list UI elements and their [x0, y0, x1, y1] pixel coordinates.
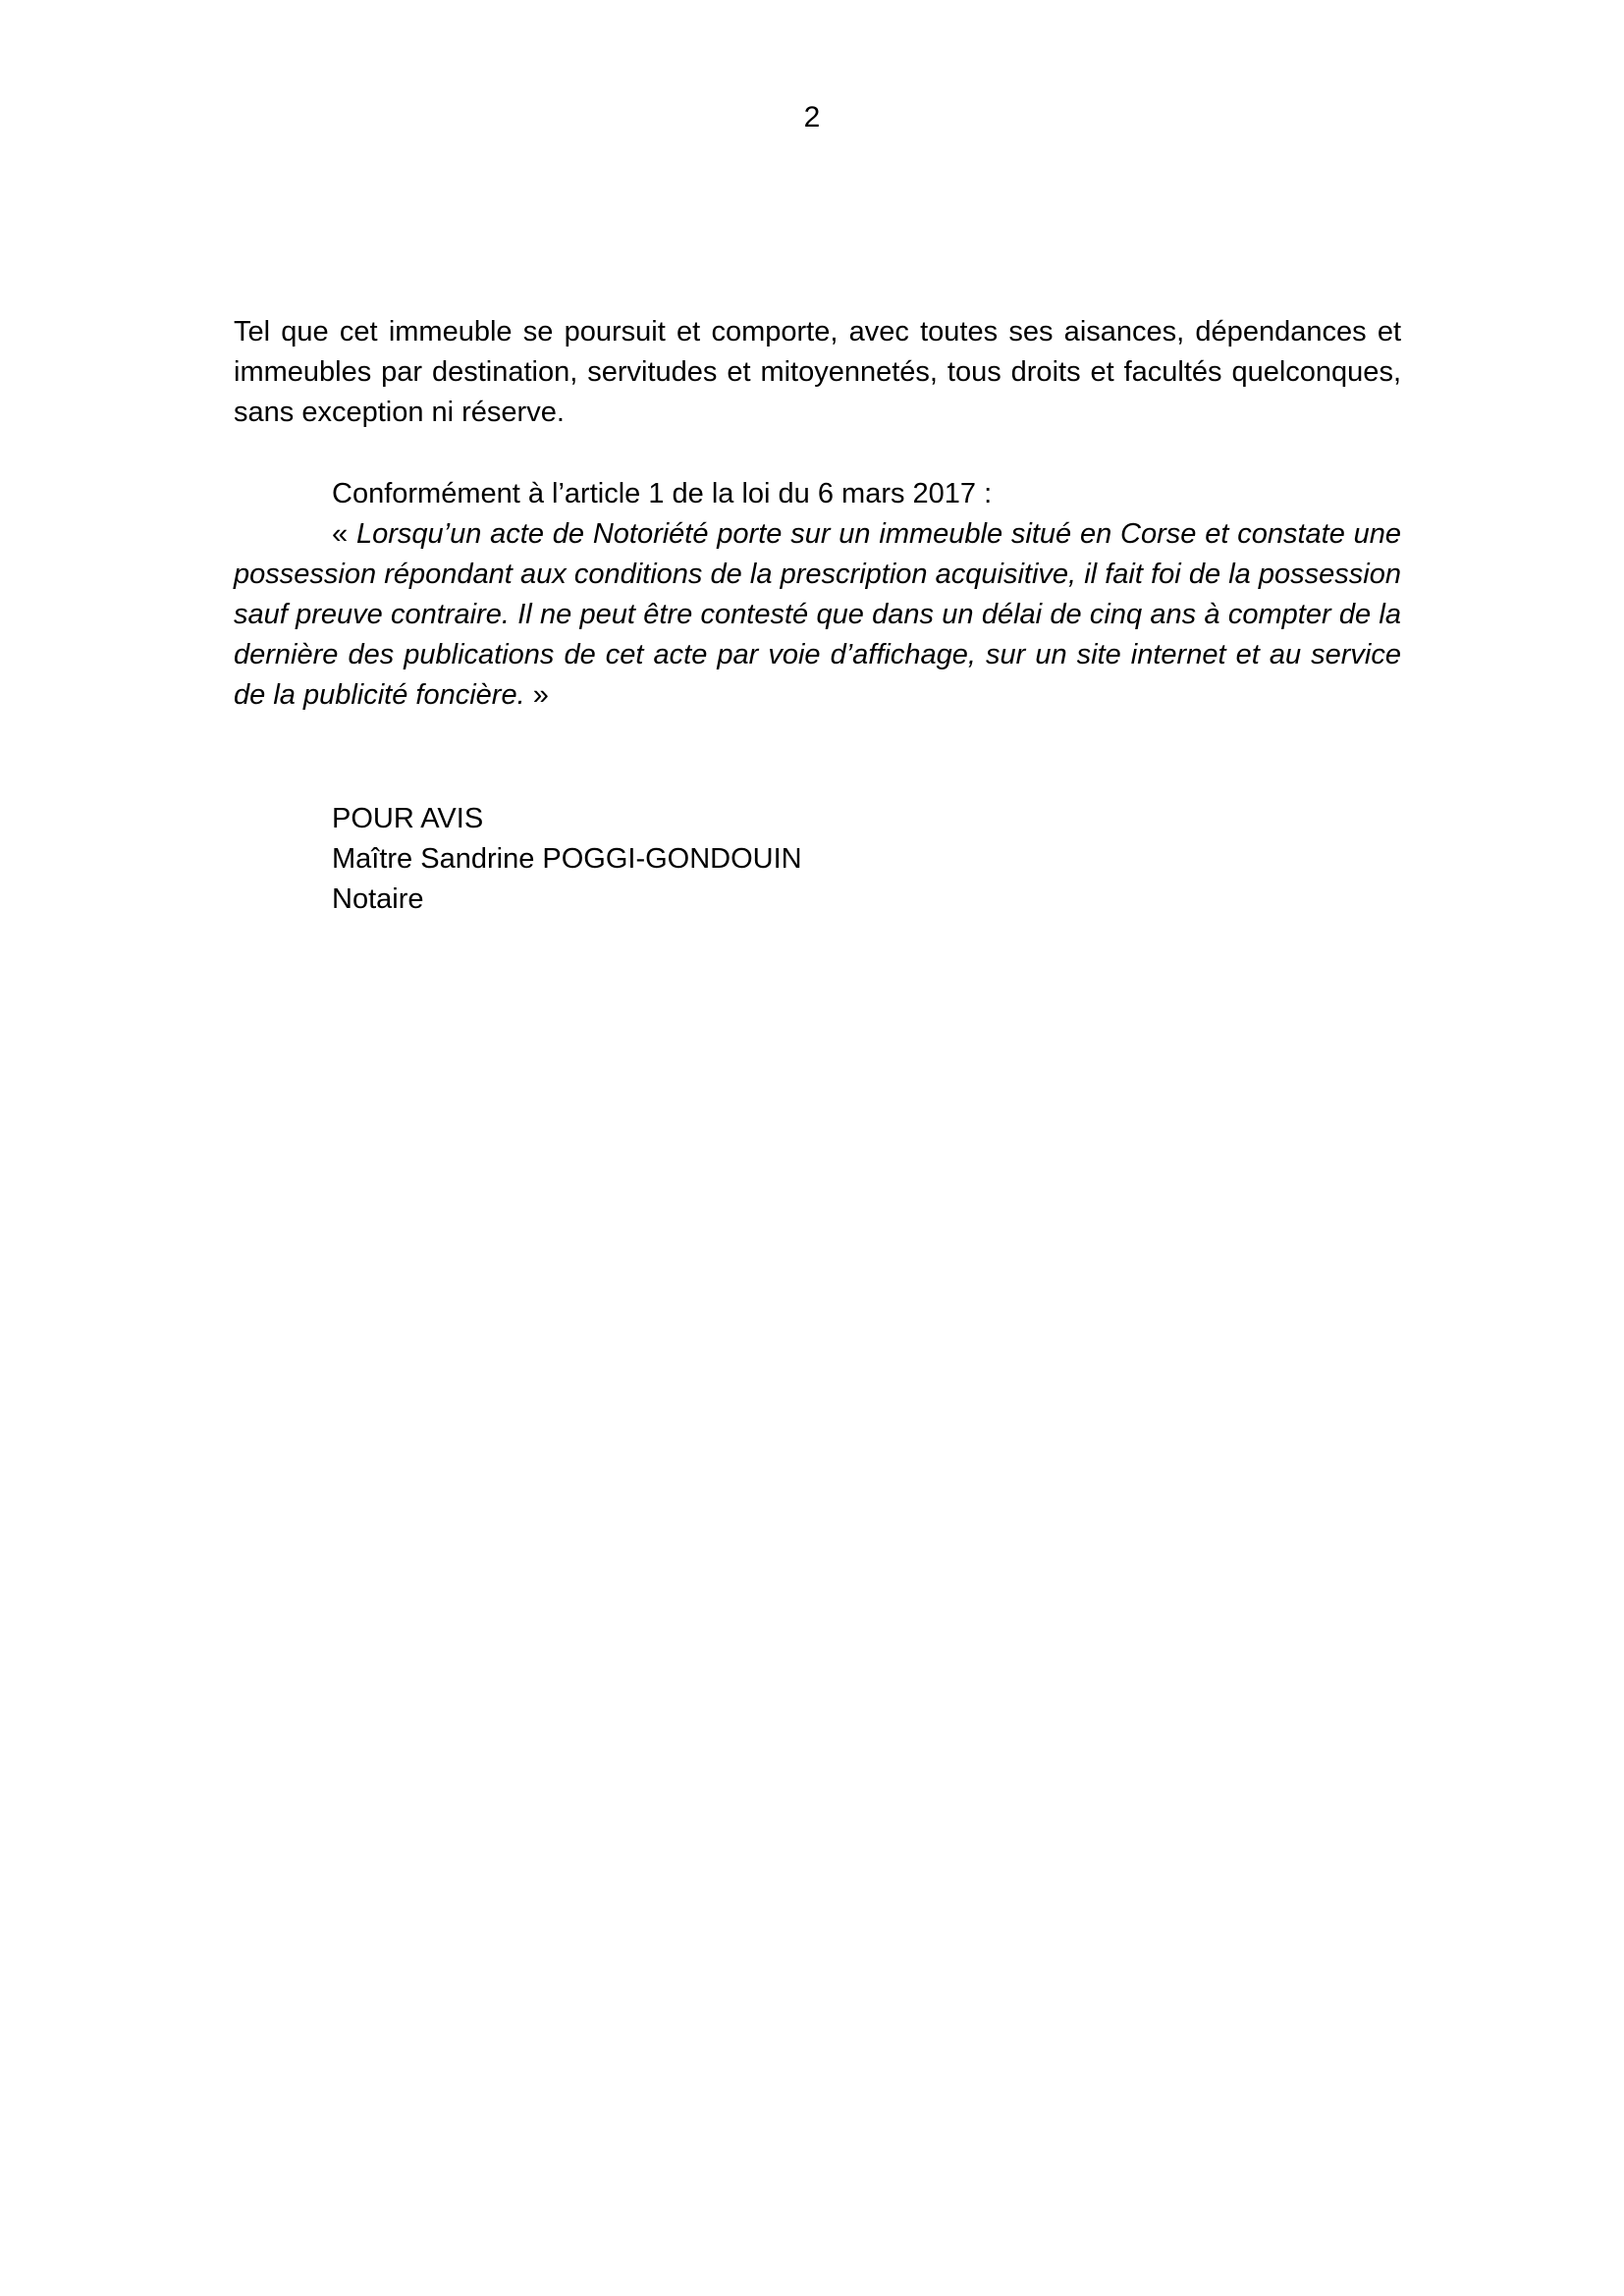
law-quote-text: Lorsqu’un acte de Notoriété porte sur un immeuble situé en Corse et constate une possession répondant aux conditions de la prescription acquisitive, il fait foi de la possession sauf preuve contraire. Il ne peut être contesté que dans un délai de cinq ans à compter de la dernière des publications de cet acte par voie d’affichage, sur un site internet et au service de la publicité foncière.	[234, 518, 1402, 711]
paragraph-property-description	[234, 312, 1401, 433]
law-intro: Conformément à l’article 1 de la loi du 6 mars 2017 :	[332, 478, 993, 509]
paragraph-law-citation	[234, 474, 1401, 716]
signature-pour-avis: POUR AVIS	[332, 803, 484, 834]
close-quote: »	[524, 679, 549, 711]
paragraph-text: Tel que cet immeuble se poursuit et comporte, avec toutes ses aisances, dépendances et immeubles par destination, servitudes et mitoyennetés, tous droits et facultés quelconques, sans exception ni réserve.	[234, 316, 1401, 428]
open-quote: «	[332, 518, 356, 550]
page-number: 2	[803, 101, 821, 133]
signature-block	[332, 799, 802, 920]
signature-title: Notaire	[332, 883, 424, 915]
law-quote	[234, 514, 1401, 716]
signature-name: Maître Sandrine POGGI-GONDOUIN	[332, 843, 802, 875]
